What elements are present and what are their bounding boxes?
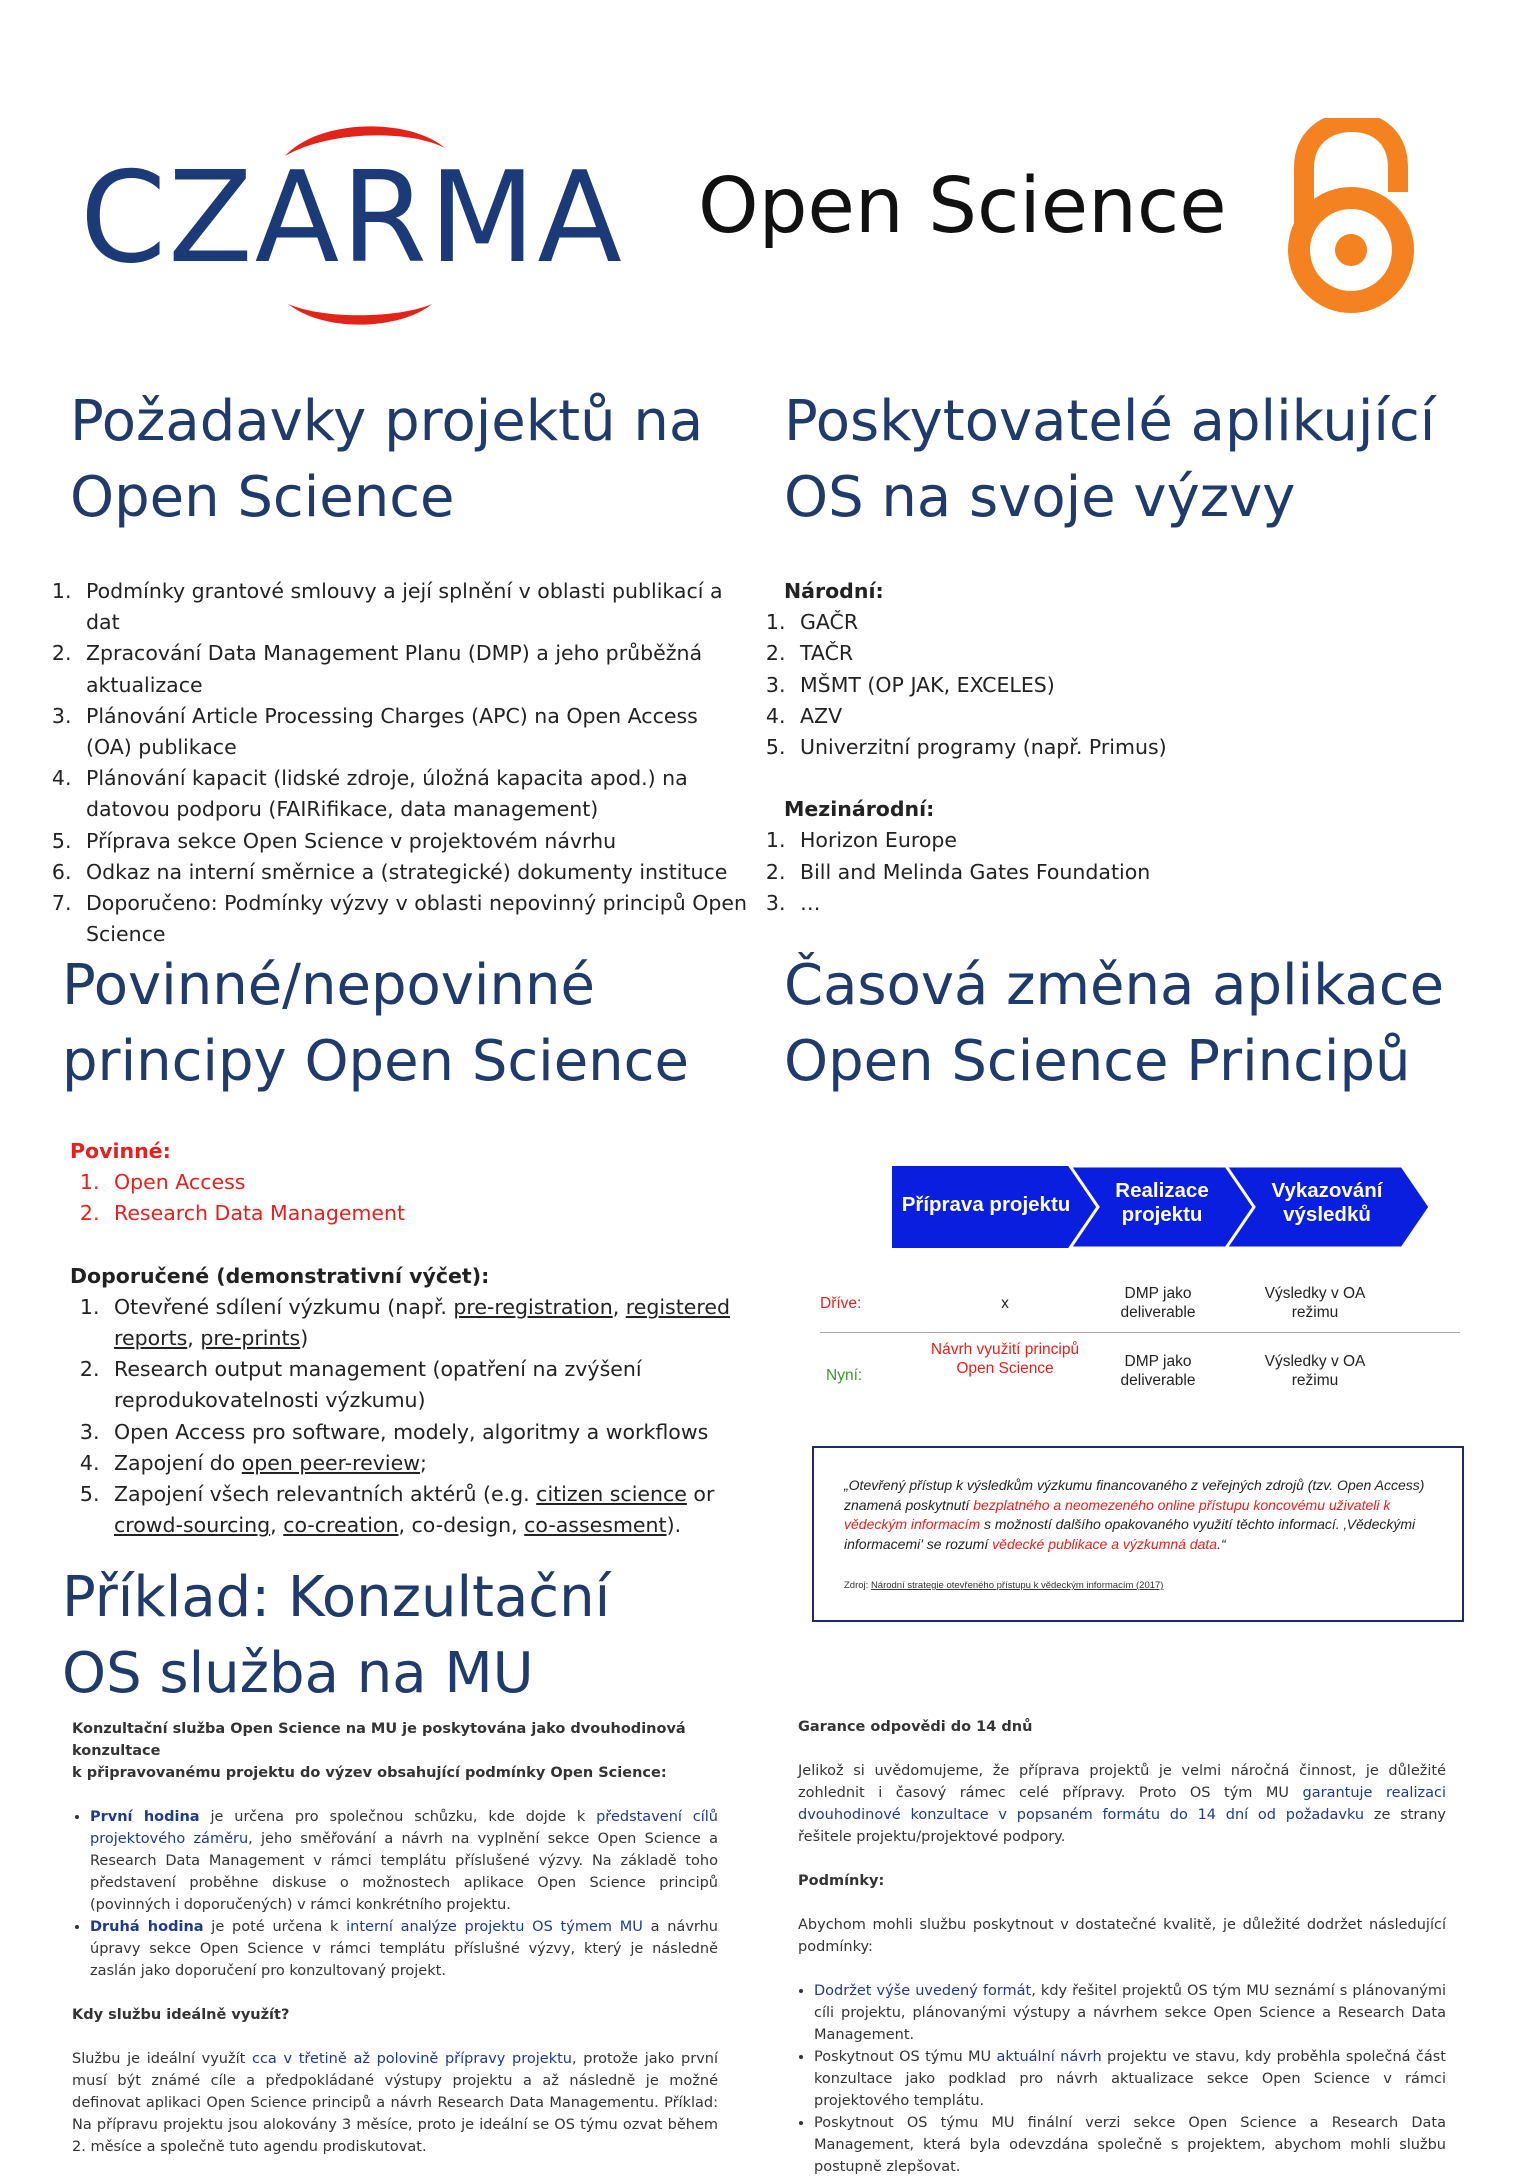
cell: Návrh využití principů Open Science — [930, 1341, 1080, 1377]
cell: x — [1001, 1295, 1009, 1312]
phase-label: Vykazování výsledků — [1271, 1179, 1383, 1226]
section-time-change — [784, 948, 1504, 1100]
list-item: 2. Research Data Management — [106, 1198, 762, 1229]
cell: DMP jako deliverable — [1120, 1285, 1196, 1321]
section-principles — [62, 948, 762, 1541]
list-item: 3. Open Access pro software, modely, algoritmy a workflows — [106, 1417, 762, 1448]
cell: Výsledky v OA režimu — [1264, 1353, 1366, 1389]
national-label: Národní: — [784, 579, 884, 603]
guarantee-text: Jelikož si uvědomujeme, že příprava projektů je velmi náročná činnost, je důležité zohlednit i časový rámec celé přípravy. Proto OS tým MU garantuje realizaci dvouhodinové konzultace v popsaném formátu do 14 dní od požadavku ze strany řešitele projektu/projektové podpory. — [798, 1763, 1446, 1845]
source-link[interactable]: Národní strategie otevřeného přístupu k vědeckým informacím (2017) — [870, 1580, 1164, 1591]
section-heading: Poskytovatelé aplikující OS na svoje výzvy — [784, 389, 1436, 530]
row-label-before: Dříve: — [820, 1295, 862, 1312]
quote-box — [812, 1446, 1464, 1622]
list-item: 2. Research output management (opatření na zvýšení reprodukovatelnosti výzkumu) — [106, 1354, 762, 1416]
co-creation-link[interactable]: co-creation — [283, 1513, 399, 1538]
guarantee-label: Garance odpovědi do 14 dnů — [798, 1719, 1033, 1735]
list-item: 6. Odkaz na interní směrnice a (strategické) dokumenty instituce — [78, 857, 750, 888]
list-item: 2. Zpracování Data Management Planu (DMP) a jeho průběžná aktualizace — [78, 638, 750, 700]
recommended-list — [70, 1292, 762, 1542]
list-item: 5. Příprava sekce Open Science v projektovém návrhu — [78, 826, 750, 857]
list-item: 3. … — [792, 888, 1484, 919]
comparison-table — [820, 1270, 1460, 1410]
section-requirements — [70, 384, 750, 950]
list-item: • Poskytnout OS týmu MU finální verzi sekce Open Science a Research Data Management, která byla odevzdána společně s projektem, abychom mohli službu postupně zlepšovat. — [814, 2112, 1446, 2178]
conditions-intro: Abychom mohli službu poskytnout v dostatečné kvalitě, je důležité dodržet následující podmínky: — [798, 1917, 1446, 1955]
list-item: 5. Univerzitní programy (např. Primus) — [792, 732, 1484, 763]
crowd-sourcing-link[interactable]: crowd-sourcing — [114, 1513, 271, 1538]
recommended-label: Doporučené (demonstrativní výčet): — [70, 1263, 490, 1288]
list-item: • První hodina je určena pro společnou schůzku, kde dojde k představení cílů projektového záměru, jeho směřování a návrh na vyplnění sekce Open Science a Research Data Management v rámci templátu příslušené výzvy. Na základě toho představení proběhne diskuse o možnostech aplikace Open Science principů (povinných i doporučených) v rámci konkrétního projektu. — [90, 1806, 718, 1916]
phase-label: Příprava projektu — [901, 1193, 1071, 1216]
list-item: 1. Open Access — [106, 1167, 762, 1198]
list-item: 4. Plánování kapacit (lidské zdroje, úložná kapacita apod.) na datovou podporu (FAIRifikace, data management) — [78, 763, 750, 825]
pre-registration-link[interactable]: pre-registration — [453, 1294, 613, 1319]
registered-reports-link[interactable]: registered reports — [114, 1294, 730, 1351]
section-example — [62, 1560, 762, 1712]
international-list — [784, 825, 1484, 919]
mandatory-list — [70, 1167, 762, 1229]
service-bullets — [72, 1806, 718, 1982]
list-item: 1. Otevřené sdílení výzkumu (např. pre-registration, registered reports, pre-prints) — [106, 1292, 762, 1354]
service-description — [72, 1718, 718, 2158]
list-item: 5. Zapojení všech relevantních aktérů (e.g. citizen science or crowd-sourcing, co-creation, co-design, co-assesment). — [106, 1479, 762, 1541]
cell: DMP jako deliverable — [1120, 1353, 1196, 1389]
open-peer-review-link[interactable]: open peer-review — [241, 1450, 420, 1475]
list-item: 2. Bill and Melinda Gates Foundation — [792, 857, 1484, 888]
national-list — [784, 607, 1484, 763]
list-item: 7. Doporučeno: Podmínky výzvy v oblasti nepovinný principů Open Science — [78, 888, 750, 950]
section-heading: Příklad: Konzultační OS služba na MU — [62, 1565, 611, 1706]
project-phase-pipeline — [892, 1166, 1432, 1248]
page-title: Open Science — [698, 162, 1227, 251]
requirements-list — [70, 576, 750, 950]
row-label-now: Nyní: — [826, 1367, 863, 1384]
when-text: Službu je ideální využít cca v třetině až polovině přípravy projektu, protože jako první musí být známé cíle a předpokládané výstupy projektu a až následně je možné definovat aplikaci Open Science principů a návrh Research Data Managementu. Příklad: Na přípravu projektu jsou alokovány 3 měsíce, proto je ideální se OS týmu ozvat během 2. měsíce a společně tuto agendu prodiskutovat. — [72, 2051, 718, 2155]
list-item: 1. Horizon Europe — [792, 825, 1484, 856]
section-providers — [784, 384, 1484, 919]
conditions-bullets — [798, 1980, 1446, 2178]
list-item: 3. MŠMT (OP JAK, EXCELES) — [792, 670, 1484, 701]
conditions-label: Podmínky: — [798, 1873, 885, 1889]
quote-source: Zdroj: Národní strategie otevřeného přístupu k vědeckým informacím (2017) — [844, 1580, 1164, 1591]
phase-label: Realizace projektu — [1115, 1179, 1209, 1226]
list-item: • Poskytnout OS týmu MU aktuální návrh projektu ve stavu, kdy proběhla společná část konzultace jako podklad pro návrh aktualizace sekce Open Science v rámci projektového templátu. — [814, 2046, 1446, 2112]
section-heading: Požadavky projektů na Open Science — [70, 389, 704, 530]
list-item: 3. Plánování Article Processing Charges (APC) na Open Access (OA) publikace — [78, 701, 750, 763]
czarma-logo-text: CZARMA — [80, 144, 624, 291]
pre-prints-link[interactable]: pre-prints — [200, 1326, 301, 1351]
section-heading: Povinné/nepovinné principy Open Science — [62, 953, 689, 1094]
section-heading: Časová změna aplikace Open Science Principů — [784, 953, 1445, 1094]
mandatory-label: Povinné: — [70, 1139, 171, 1163]
list-item: • Druhá hodina je poté určena k interní analýze projektu OS týmem MU a návrhu úpravy sekce Open Science v rámci templátu příslušné výzvy, který je následně zaslán jako doporučení pro konzultovaný projekt. — [90, 1916, 718, 1982]
list-item: 4. Zapojení do open peer-review; — [106, 1448, 762, 1479]
cell: Výsledky v OA režimu — [1264, 1285, 1366, 1321]
service-conditions — [798, 1716, 1446, 2178]
list-item: • Dodržet výše uvedený formát, kdy řešitel projektů OS tým MU seznámí s plánovanými cíli projektu, plánovanými výstupy a návrhem sekce Open Science a Research Data Management. — [814, 1980, 1446, 2046]
intro-text: Konzultační služba Open Science na MU je poskytována jako dvouhodinová konzultace k připravovanému projektu do výzev obsahující podmínky Open Science: — [72, 1721, 686, 1781]
co-assesment-link[interactable]: co-assesment — [524, 1513, 667, 1538]
czarma-logo — [80, 108, 624, 338]
open-access-icon — [1282, 118, 1420, 314]
when-label: Kdy službu ideálně využít? — [72, 2007, 290, 2023]
citizen-science-link[interactable]: citizen science — [536, 1482, 687, 1507]
list-item: 4. AZV — [792, 701, 1484, 732]
list-item: 1. Podmínky grantové smlouvy a její splnění v oblasti publikací a dat — [78, 576, 750, 638]
table-divider — [820, 1332, 1460, 1333]
list-item: 2. TAČR — [792, 638, 1484, 669]
list-item: 1. GAČR — [792, 607, 1484, 638]
quote-text: „Otevřený přístup k výsledkům výzkumu financovaného z veřejných zdrojů (tzv. Open Access) znamená poskytnutí bezplatného a neomezeného online přístupu koncovému uživateli k vědeckým informacím s možností dalšího opakovaného využití těchto informací. ‚Vědeckými informacemi' se rozumí vědecké publikace a výzkumná data.“ — [844, 1477, 1425, 1552]
international-label: Mezinárodní: — [784, 797, 935, 822]
